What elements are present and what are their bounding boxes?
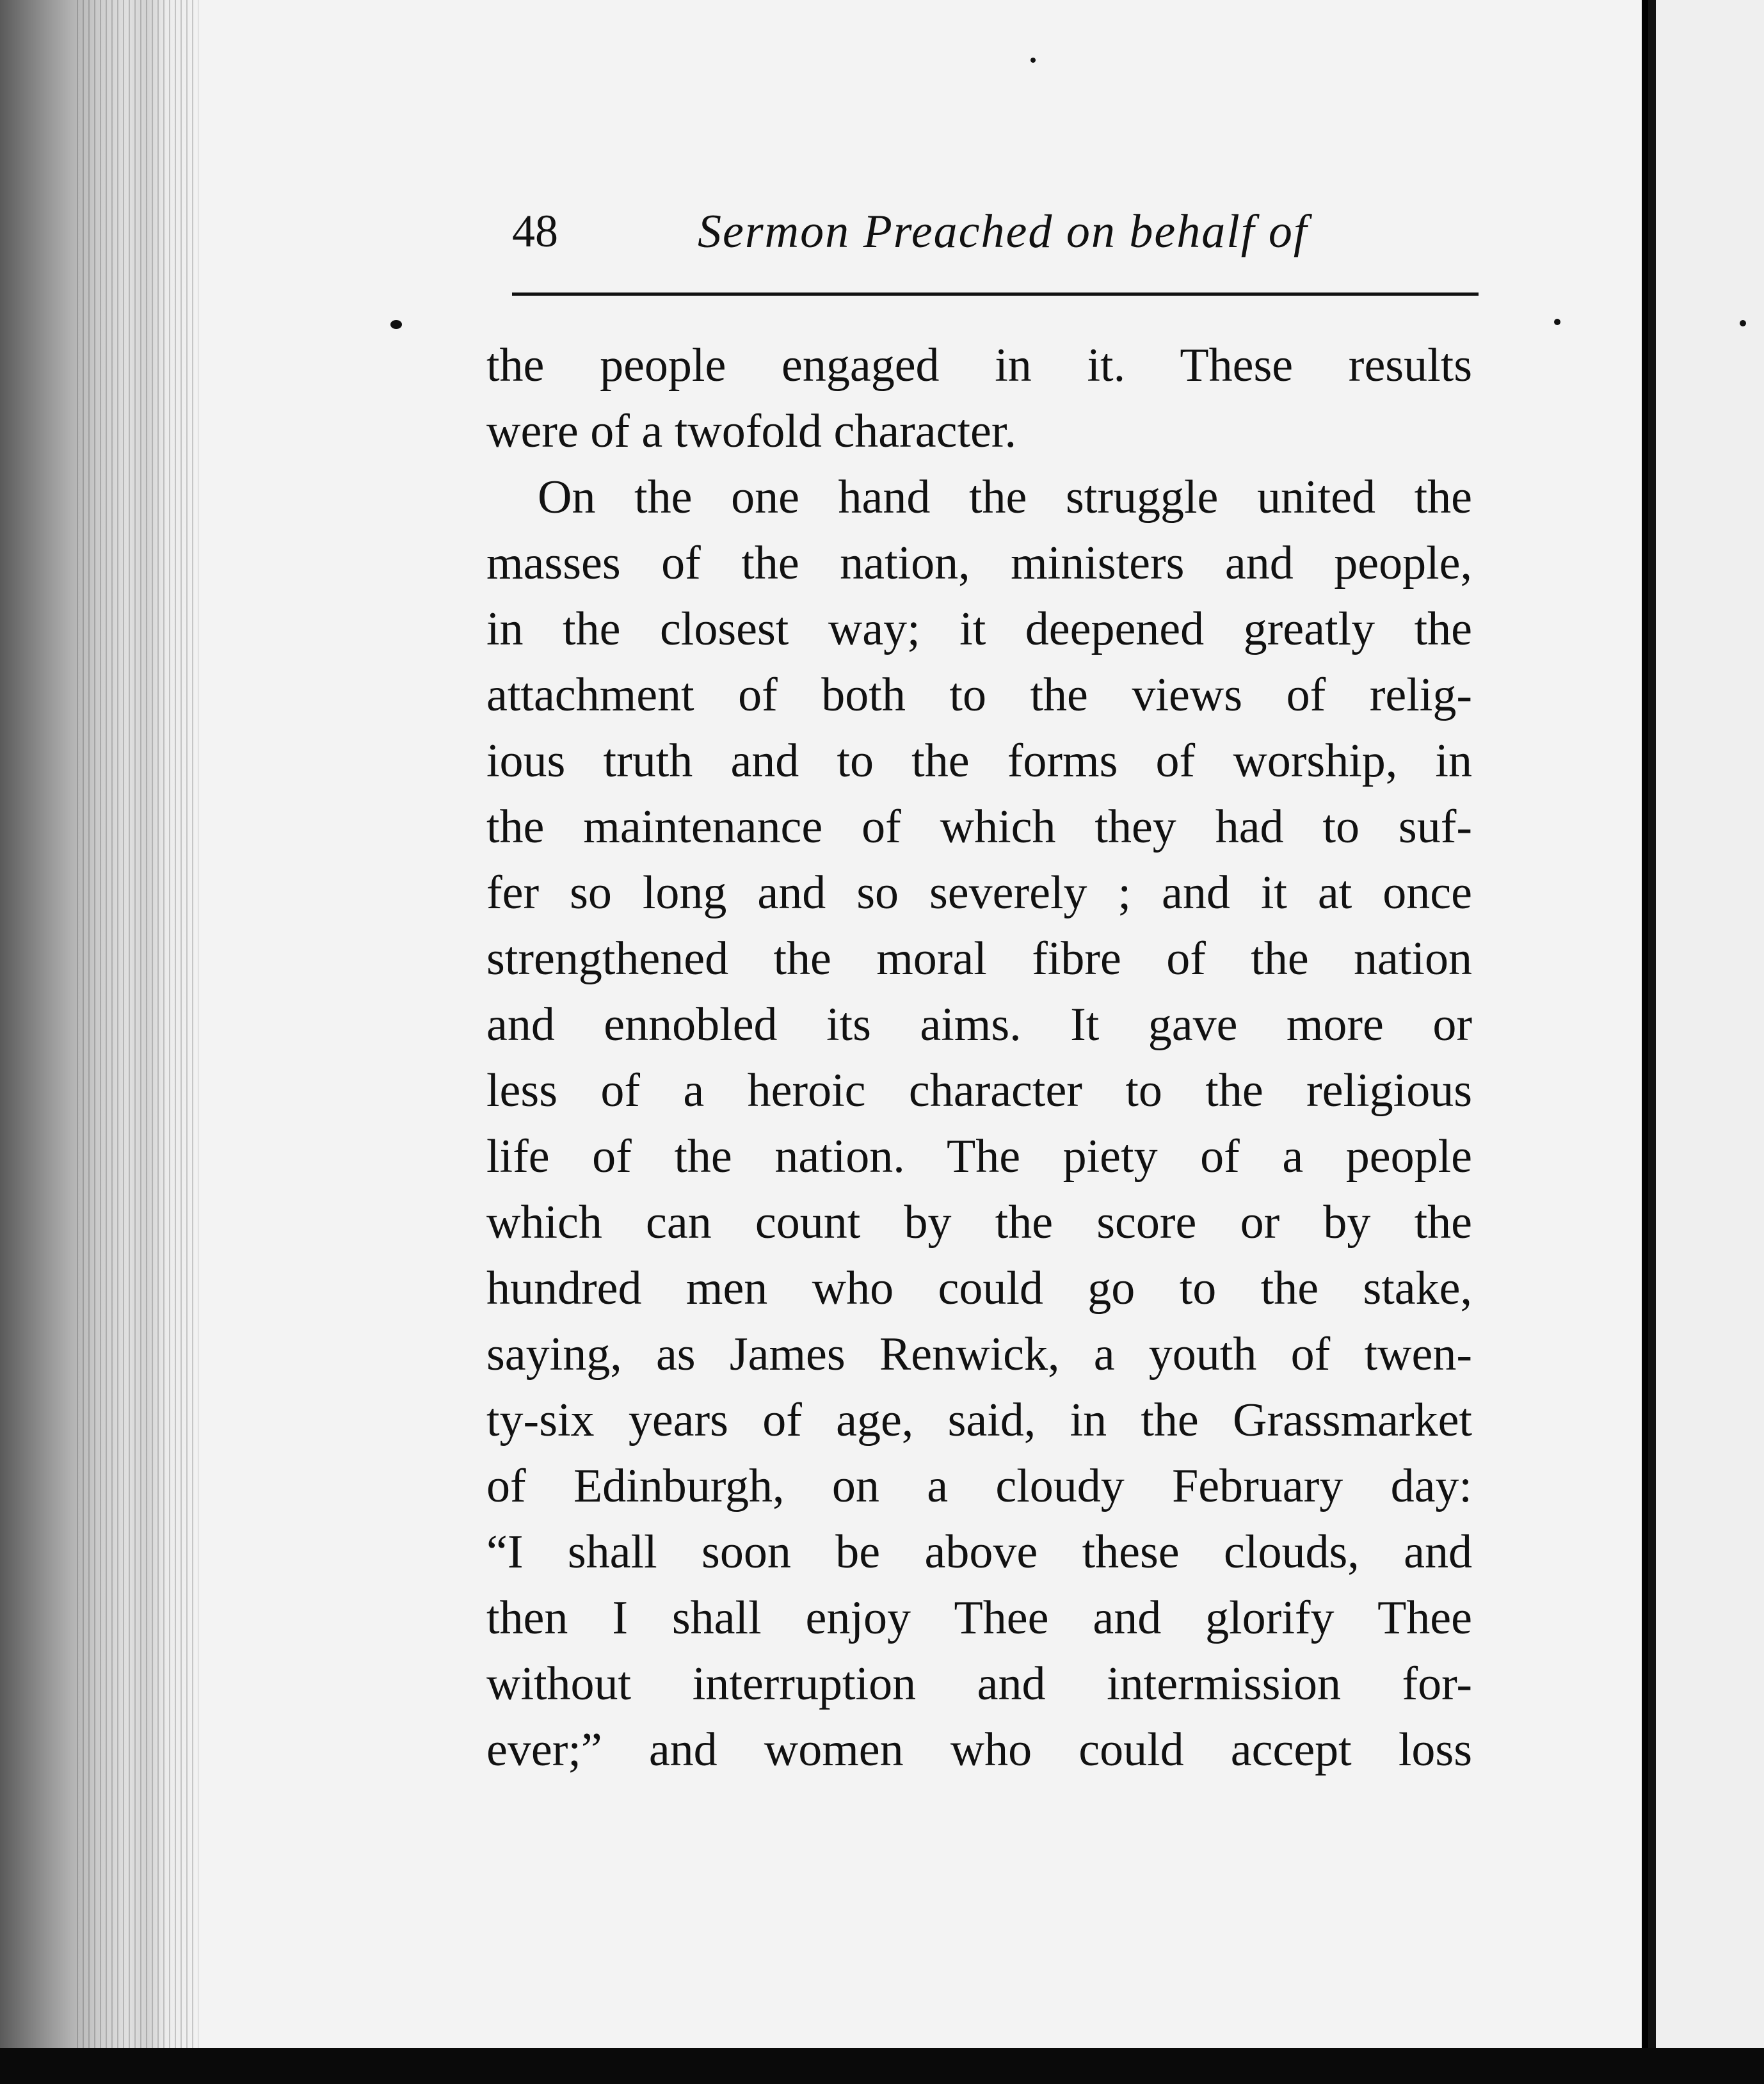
page-header [512,192,1472,282]
ink-speck [1030,58,1036,63]
text-line: strengthened the moral fibre of the nation [486,933,1472,985]
text-line: less of a heroic character to the religious [486,1064,1472,1117]
text-line: of Edinburgh, on a cloudy February day: [486,1460,1472,1512]
ink-speck [390,320,402,329]
text-line: life of the nation. The piety of a people [486,1130,1472,1183]
text-line: ious truth and to the forms of worship, in [486,735,1472,787]
text-line: the maintenance of which they had to suf- [486,801,1472,853]
ink-speck [1740,320,1746,326]
text-line: ever;” and women who could accept loss [486,1724,1472,1776]
text-line: attachment of both to the views of relig- [486,669,1472,721]
text-line: saying, as James Renwick, a youth of twen- [486,1328,1472,1381]
text-line: then I shall enjoy Thee and glorify Thee [486,1592,1472,1644]
ink-speck [1554,319,1560,325]
text-line: were of a twofold character. [486,405,1016,458]
text-line: and ennobled its aims. It gave more or [486,998,1472,1051]
text-line: without interruption and intermission for- [486,1658,1472,1710]
scan-bottom-border [0,2048,1764,2084]
text-line: On the one hand the struggle united the [538,471,1472,524]
text-line: masses of the nation, ministers and people, [486,537,1472,589]
body-text [486,333,1472,1783]
text-line: ty-six years of age, said, in the Grassmarket [486,1394,1472,1447]
text-line: in the closest way; it deepened greatly the [486,603,1472,655]
facing-page-edge [1648,0,1764,2084]
book-page-edges [0,0,198,2061]
running-head: Sermon Preached on behalf of [698,205,1308,258]
text-line: which can count by the score or by the [486,1196,1472,1249]
text-line: “I shall soon be above these clouds, and [486,1526,1472,1578]
text-line: fer so long and so severely ; and it at once [486,867,1472,919]
page-number: 48 [512,205,558,257]
text-line: hundred men who could go to the stake, [486,1262,1472,1315]
header-rule [512,293,1479,296]
text-line: the people engaged in it. These results [486,339,1472,392]
